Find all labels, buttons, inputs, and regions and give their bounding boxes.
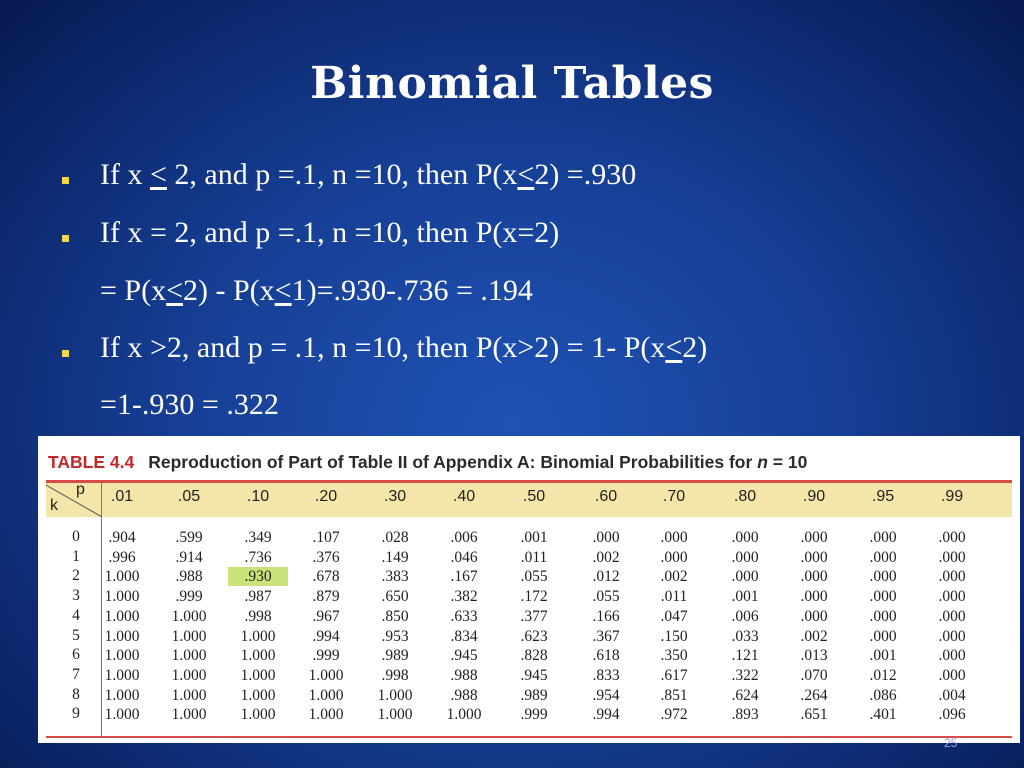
table-cell: .167	[450, 568, 478, 586]
row-k-label: 7	[72, 665, 80, 683]
bullet-2-cont-text: = P(x<2) - P(x<1)=.930-.736 = .194	[100, 274, 533, 307]
table-cell: .000	[869, 568, 897, 586]
table-cell: .377	[520, 607, 548, 625]
table-cell: .633	[450, 607, 478, 625]
table-cell: 1.000	[104, 647, 140, 665]
table-cell: .002	[592, 548, 620, 566]
table-cell: .988	[175, 568, 203, 586]
table-cell: .001	[731, 588, 759, 606]
table-cell: .033	[731, 627, 759, 645]
table-cell: .000	[869, 529, 897, 546]
table-cell: .000	[869, 607, 897, 625]
caption-text: Reproduction of Part of Table II of Appendix A: Binomial Probabilities for	[148, 452, 758, 472]
table-cell: .006	[731, 607, 759, 625]
table-cell: .006	[450, 529, 478, 546]
table-cell: .166	[592, 607, 620, 625]
row-k-label: 0	[72, 528, 80, 545]
row-k-label: 6	[72, 646, 80, 664]
table-cell: .004	[938, 686, 966, 704]
table-cell: .988	[450, 666, 478, 684]
bullet-1-text: If x < 2, and p =.1, n =10, then P(x<2) =.930	[100, 158, 637, 191]
table-cell: .070	[800, 666, 828, 684]
table-cell: 1.000	[308, 666, 344, 684]
slide-title: Binomial Tables	[310, 58, 714, 109]
table-label: TABLE 4.4	[48, 452, 135, 472]
table-cell: .879	[312, 588, 340, 606]
table-cell: .000	[800, 568, 828, 586]
row-k-label: 4	[72, 606, 80, 624]
table-cell: .850	[381, 607, 409, 625]
table-cell: .000	[800, 588, 828, 606]
table-cell: 1.000	[377, 686, 413, 704]
table-cell: .055	[592, 588, 620, 606]
table-cell: .000	[800, 548, 828, 566]
table-cell: 1.000	[308, 706, 344, 724]
table-cell: .382	[450, 588, 478, 606]
table-cell: .000	[800, 529, 828, 546]
table-cell: .000	[869, 627, 897, 645]
table-cell: 1.000	[171, 686, 207, 704]
table-cell: 1.000	[240, 627, 276, 645]
bullet-3-text: If x >2, and p = .1, n =10, then P(x>2) = 1- P(x<2)	[100, 331, 708, 364]
table-cell: .001	[520, 529, 548, 546]
table-cell: .000	[938, 548, 966, 566]
table-cell: .945	[520, 666, 548, 684]
table-cell: .000	[938, 607, 966, 625]
table-cell: .000	[800, 607, 828, 625]
bullet-marker-icon	[62, 235, 69, 242]
table-cell: 1.000	[171, 706, 207, 724]
table-cell: .121	[731, 647, 759, 665]
table-cell: 1.000	[171, 607, 207, 625]
bullet-3-cont-text: =1-.930 = .322	[100, 388, 279, 421]
table-cell: .618	[592, 647, 620, 665]
column-header-p95: .95	[871, 488, 895, 505]
column-header-p10: .10	[246, 488, 270, 505]
column-header-p70: .70	[662, 488, 686, 505]
table-cell: .096	[938, 706, 966, 724]
table-cell: .000	[938, 568, 966, 586]
table-cell: .834	[450, 627, 478, 645]
table-cell: .000	[869, 548, 897, 566]
table-cell: .012	[869, 666, 897, 684]
table-cell: .350	[660, 647, 688, 665]
table-cell: .953	[381, 627, 409, 645]
row-k-label: 2	[72, 567, 80, 585]
table-cell: .264	[800, 686, 828, 704]
table-cell: .904	[108, 529, 136, 546]
bullet-marker-icon	[62, 177, 69, 184]
bullet-marker-icon	[62, 350, 69, 357]
table-cell: .893	[731, 706, 759, 724]
table-cell: .013	[800, 647, 828, 665]
table-cell: 1.000	[104, 627, 140, 645]
table-cell: 1.000	[240, 666, 276, 684]
row-k-label: 8	[72, 685, 80, 703]
column-header-p50: .50	[522, 488, 546, 505]
column-header-p80: .80	[733, 488, 757, 505]
column-header-p05: .05	[177, 488, 201, 505]
table-cell: .002	[800, 627, 828, 645]
row-k-label: 3	[72, 587, 80, 605]
table-cell: .012	[592, 568, 620, 586]
table-cell: 1.000	[240, 647, 276, 665]
table-cell: .000	[869, 588, 897, 606]
table-cell: .000	[938, 647, 966, 665]
table-cell: .624	[731, 686, 759, 704]
table-cell: .972	[660, 706, 688, 724]
table-cell: .945	[450, 647, 478, 665]
table-cell: .149	[381, 548, 409, 566]
table-cell: .651	[800, 706, 828, 724]
table-cell: .047	[660, 607, 688, 625]
table-cell: .996	[108, 548, 136, 566]
table-bottom-rule	[46, 736, 1012, 738]
table-cell: .000	[938, 529, 966, 546]
table-cell: .367	[592, 627, 620, 645]
column-header-p40: .40	[452, 488, 476, 505]
column-header-p20: .20	[314, 488, 338, 505]
table-cell: .028	[381, 529, 409, 546]
row-k-label: 9	[72, 705, 80, 723]
table-cell: .989	[381, 647, 409, 665]
table-cell: .001	[869, 647, 897, 665]
table-cell: .401	[869, 706, 897, 724]
table-cell: .000	[660, 529, 688, 546]
bullet-2-text: If x = 2, and p =.1, n =10, then P(x=2)	[100, 216, 560, 249]
table-cell: .011	[660, 588, 688, 606]
table-cell: .987	[244, 588, 272, 606]
table-cell: .000	[938, 588, 966, 606]
table-cell: .999	[175, 588, 203, 606]
caption-end: = 10	[767, 452, 808, 472]
table-cell: .086	[869, 686, 897, 704]
table-cell: .623	[520, 627, 548, 645]
table-cell: 1.000	[104, 607, 140, 625]
column-header-p01: .01	[110, 488, 134, 505]
table-cell: 1.000	[104, 588, 140, 606]
table-cell: .994	[592, 706, 620, 724]
row-k-label: 5	[72, 626, 80, 644]
table-cell: .000	[731, 529, 759, 546]
table-cell: .599	[175, 529, 203, 546]
row-k-label: 1	[72, 547, 80, 565]
table-cell: .617	[660, 666, 688, 684]
table-cell: 1.000	[446, 706, 482, 724]
table-cell: .994	[312, 627, 340, 645]
table-cell: .000	[731, 568, 759, 586]
table-cell: .046	[450, 548, 478, 566]
table-cell: .828	[520, 647, 548, 665]
table-cell: .349	[244, 529, 272, 546]
table-cell: .000	[592, 529, 620, 546]
table-cell: .000	[660, 548, 688, 566]
column-header-p30: .30	[383, 488, 407, 505]
caption-n: n	[757, 452, 768, 472]
table-cell: .650	[381, 588, 409, 606]
table-cell: 1.000	[104, 666, 140, 684]
corner-p-label: p	[76, 481, 85, 498]
table-cell: 1.000	[308, 686, 344, 704]
table-cell: .322	[731, 666, 759, 684]
table-cell: 1.000	[171, 627, 207, 645]
table-cell: 1.000	[104, 568, 140, 586]
table-cell: .383	[381, 568, 409, 586]
table-cell: 1.000	[104, 706, 140, 724]
table-cell: .000	[938, 666, 966, 684]
table-cell: .055	[520, 568, 548, 586]
table-cell: .678	[312, 568, 340, 586]
table-cell: 1.000	[377, 706, 413, 724]
table-cell: .172	[520, 588, 548, 606]
table-cell: .002	[660, 568, 688, 586]
table-cell: 1.000	[171, 647, 207, 665]
table-cell: .833	[592, 666, 620, 684]
table-cell: .999	[520, 706, 548, 724]
table-cell: .930	[228, 567, 288, 586]
table-cell: .998	[244, 607, 272, 625]
corner-k-label: k	[50, 497, 58, 514]
table-cell: .998	[381, 666, 409, 684]
table-cell: 1.000	[240, 706, 276, 724]
table-cell: .150	[660, 627, 688, 645]
table-cell: .107	[312, 529, 340, 546]
table-cell: .000	[938, 627, 966, 645]
table-cell: 1.000	[104, 686, 140, 704]
table-cell: .954	[592, 686, 620, 704]
table-cell: .989	[520, 686, 548, 704]
table-cell: .011	[520, 548, 548, 566]
table-cell: .376	[312, 548, 340, 566]
table-cell: .736	[244, 548, 272, 566]
table-cell: 1.000	[171, 666, 207, 684]
table-cell: .914	[175, 548, 203, 566]
slide-number: 25	[944, 736, 958, 750]
table-cell: .000	[731, 548, 759, 566]
table-cell: 1.000	[240, 686, 276, 704]
table-cell: .988	[450, 686, 478, 704]
column-header-p90: .90	[802, 488, 826, 505]
column-header-p60: .60	[594, 488, 618, 505]
table-cell: .999	[312, 647, 340, 665]
table-caption	[48, 452, 807, 473]
table-cell: .851	[660, 686, 688, 704]
table-cell: .967	[312, 607, 340, 625]
column-header-p99: .99	[940, 488, 964, 505]
binomial-table-image	[38, 436, 1020, 743]
